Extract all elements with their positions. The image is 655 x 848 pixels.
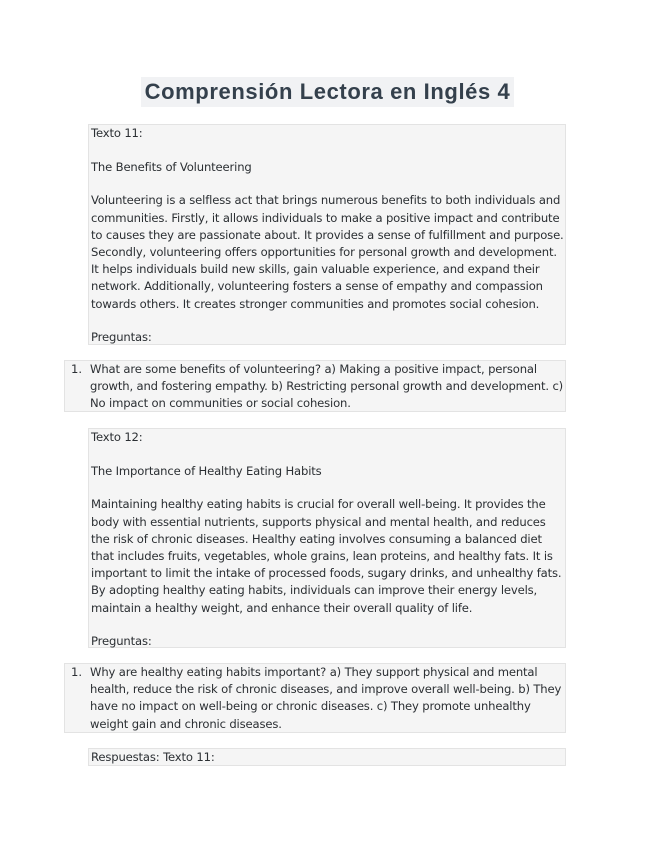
question-text: What are some benefits of volunteering? a) Making a positive impact, personal growth, and fostering empathy. b) Restricting personal growth and development. c) No impact on communities or social cohesion. xyxy=(90,362,564,411)
questions-label: Preguntas: xyxy=(91,634,152,649)
answers-label: Respuestas: Texto 11: xyxy=(91,750,215,764)
question-number: 1. xyxy=(71,362,83,376)
text-heading: The Benefits of Volunteering xyxy=(91,159,252,174)
text-block-12 xyxy=(88,428,566,648)
questions-label: Preguntas: xyxy=(91,330,152,345)
page-title-wrapper xyxy=(0,77,655,107)
text-block-11 xyxy=(88,124,566,345)
text-label: Texto 12: xyxy=(91,430,143,444)
question-text: Why are healthy eating habits important? a) They support physical and mental health, reduce the risk of chronic diseases, and improve overall well-being. b) They have no impact on well-being or chronic diseases. c) They promote unhealthy weight gain and chronic diseases. xyxy=(90,665,562,731)
text-body: Volunteering is a selfless act that brings numerous benefits to both individuals and communities. Firstly, it allows individuals to make a positive impact and contribute to causes they are passionate about. It provides a sense of fulfillment and purpose. Secondly, volunteering offers opportunities for personal growth and development. It helps individuals build new skills, gain valuable experience, and expand their network. Additionally, volunteering fosters a sense of empathy and compassion towards others. It creates stronger communities and promotes social cohesion. xyxy=(91,193,564,311)
text-label: Texto 11: xyxy=(91,126,143,140)
question-item xyxy=(64,360,566,412)
page-title: Comprensión Lectora en Inglés 4 xyxy=(141,77,515,107)
answers-block xyxy=(88,748,566,766)
question-item xyxy=(64,663,566,733)
text-body: Maintaining healthy eating habits is crucial for overall well-being. It provides the body with essential nutrients, supports physical and mental health, and reduces the risk of chronic diseases. Healthy eating involves consuming a balanced diet that includes fruits, vegetables, whole grains, lean proteins, and healthy fats. It is important to limit the intake of processed foods, sugary drinks, and unhealthy fats. By adopting healthy eating habits, individuals can improve their energy levels, maintain a healthy weight, and enhance their overall quality of life. xyxy=(91,497,562,615)
question-number: 1. xyxy=(71,665,83,679)
text-heading: The Importance of Healthy Eating Habits xyxy=(91,463,322,478)
